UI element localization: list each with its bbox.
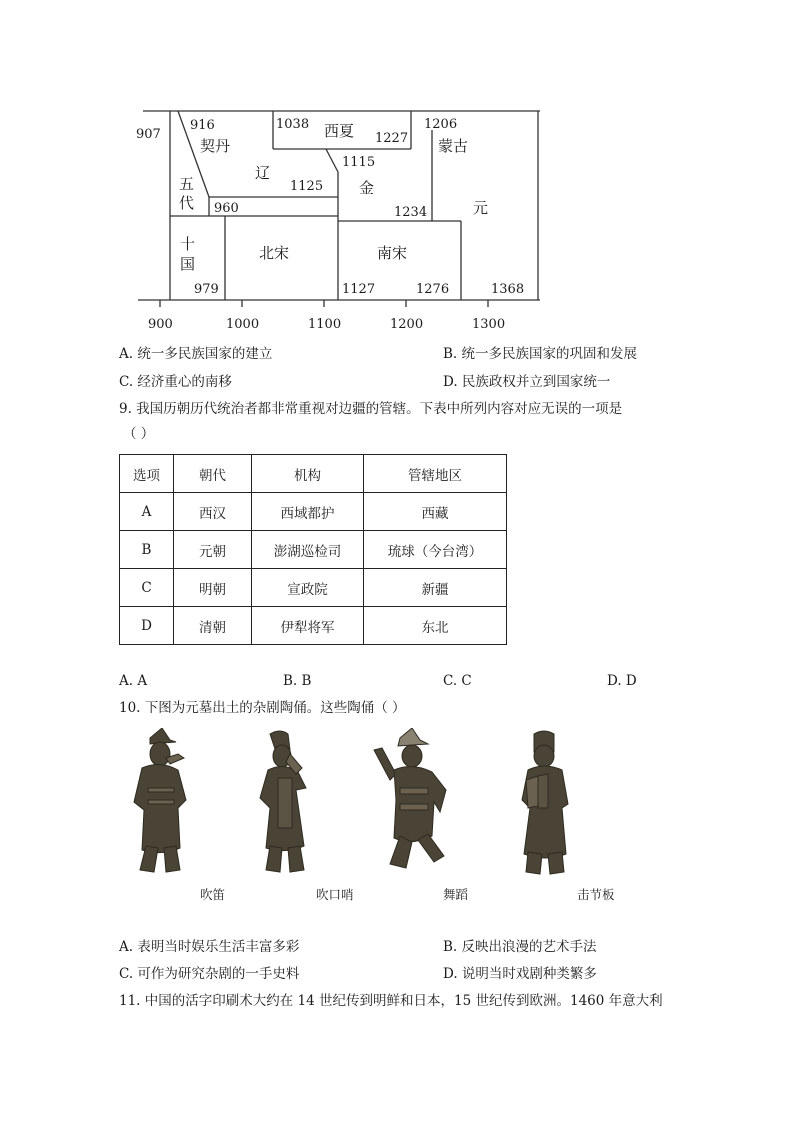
label-1115: 1115: [342, 155, 376, 170]
label-nansong: 南宋: [377, 244, 408, 262]
label-jin: 金: [359, 179, 375, 197]
q9-option-b[interactable]: B. B: [283, 673, 312, 689]
figurine-whistler-image: [248, 728, 333, 878]
label-1227: 1227: [375, 131, 409, 146]
caption-flute: 吹笛: [200, 887, 226, 902]
axis-tick-1200: 1200: [390, 317, 424, 332]
dynasty-timeline-chart: [118, 94, 548, 339]
q10-option-b[interactable]: B. 反映出浪漫的艺术手法: [443, 939, 597, 955]
label-xixia: 西夏: [324, 122, 355, 140]
q9-table: [119, 454, 507, 645]
table-row: [120, 569, 507, 607]
q10-option-c[interactable]: C. 可作为研究杂剧的一手史料: [119, 966, 300, 982]
table-cell: 清朝: [174, 607, 252, 645]
label-1038: 1038: [276, 117, 310, 132]
q9-option-c[interactable]: C. C: [443, 673, 472, 689]
table-header-row: [120, 455, 507, 493]
table-cell: 明朝: [174, 569, 252, 607]
label-shi: 十: [180, 235, 196, 253]
q8-option-b[interactable]: B. 统一多民族国家的巩固和发展: [443, 346, 638, 362]
axis-tick-1100: 1100: [308, 317, 342, 332]
label-guo: 国: [180, 255, 196, 273]
q9-option-a[interactable]: A. A: [119, 673, 148, 689]
axis-tick-1300: 1300: [472, 317, 506, 332]
q9-option-d[interactable]: D. D: [607, 673, 637, 689]
q10-option-a[interactable]: A. 表明当时娱乐生活丰富多彩: [119, 939, 300, 955]
table-row: [120, 493, 507, 531]
table-cell: 宣政院: [252, 569, 364, 607]
q9-stem: 9. 我国历朝历代统治者都非常重视对边疆的管辖。下表中所列内容对应无误的一项是: [119, 401, 623, 417]
header-cell: 朝代: [174, 455, 252, 493]
label-960: 960: [214, 201, 239, 216]
axis-tick-1000: 1000: [226, 317, 260, 332]
header-cell: 选项: [120, 455, 174, 493]
table-cell: 东北: [364, 607, 507, 645]
label-menggu: 蒙古: [438, 137, 469, 155]
q10-stem: 10. 下图为元墓出土的杂剧陶俑。这些陶俑（ ）: [119, 700, 406, 716]
q9-answer-paren: （ ）: [123, 426, 155, 442]
label-916: 916: [190, 118, 215, 133]
header-cell: 机构: [252, 455, 364, 493]
table-cell: 澎湖巡检司: [252, 531, 364, 569]
label-1276: 1276: [416, 282, 450, 297]
label-1206: 1206: [424, 117, 458, 132]
label-1125: 1125: [290, 179, 324, 194]
table-cell: 西汉: [174, 493, 252, 531]
table-cell: B: [120, 531, 174, 569]
figurine-clapper-player-image: [508, 728, 588, 878]
table-cell: 元朝: [174, 531, 252, 569]
label-liao: 辽: [255, 164, 271, 182]
table-cell: 西域都护: [252, 493, 364, 531]
q8-option-d[interactable]: D. 民族政权并立到国家统一: [443, 374, 611, 390]
label-beisong: 北宋: [259, 244, 290, 262]
table-cell: 琉球（今台湾）: [364, 531, 507, 569]
figurine-flute-player-image: [120, 728, 205, 878]
table-cell: 新疆: [364, 569, 507, 607]
label-1127: 1127: [342, 282, 376, 297]
label-979: 979: [194, 282, 219, 297]
q8-option-a[interactable]: A. 统一多民族国家的建立: [119, 346, 273, 362]
q8-option-c[interactable]: C. 经济重心的南移: [119, 374, 232, 390]
label-wu: 五: [179, 175, 195, 193]
table-row: [120, 607, 507, 645]
table-cell: D: [120, 607, 174, 645]
table-cell: 西藏: [364, 493, 507, 531]
q11-stem: 11. 中国的活字印刷术大约在 14 世纪传到明鲜和日本，15 世纪传到欧洲。1460 年意大利: [119, 993, 663, 1009]
label-907: 907: [136, 127, 161, 142]
table-cell: C: [120, 569, 174, 607]
q10-option-d[interactable]: D. 说明当时戏剧种类繁多: [443, 966, 597, 982]
table-cell: 伊犁将军: [252, 607, 364, 645]
figurine-dancer-image: [366, 728, 466, 878]
label-yuan: 元: [473, 199, 489, 217]
label-1368: 1368: [491, 282, 525, 297]
table-cell: A: [120, 493, 174, 531]
caption-clapper: 击节板: [577, 887, 615, 902]
header-cell: 管辖地区: [364, 455, 507, 493]
table-row: [120, 531, 507, 569]
axis-tick-900: 900: [148, 317, 173, 332]
caption-dance: 舞蹈: [443, 887, 469, 902]
label-1234: 1234: [394, 205, 428, 220]
label-qidan: 契丹: [200, 137, 231, 155]
label-dai: 代: [179, 194, 195, 212]
caption-whistle: 吹口哨: [316, 887, 354, 902]
